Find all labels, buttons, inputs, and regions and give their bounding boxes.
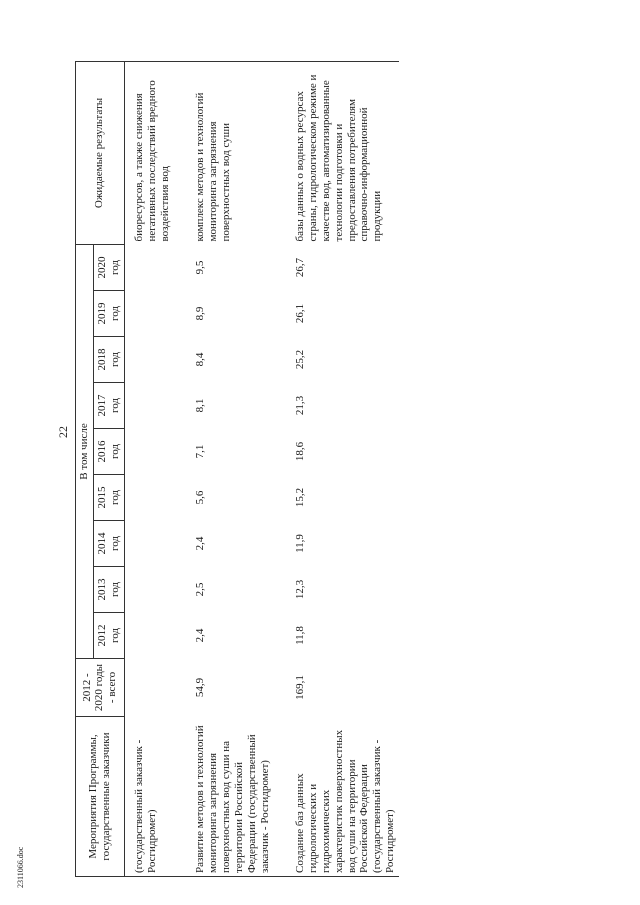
- total-cell: [124, 659, 173, 717]
- header-year: 2014 год: [93, 521, 124, 567]
- header-event: Мероприятия Программы, государственные заказчики: [76, 717, 125, 877]
- table-row: [124, 61, 173, 876]
- year-cell: 8,9: [193, 306, 206, 321]
- year-cell: 15,2: [293, 487, 306, 508]
- header-year: 2013 год: [93, 567, 124, 613]
- header-year: 2018 год: [93, 337, 124, 383]
- year-cell: 26,1: [293, 303, 306, 324]
- year-cell: 11,8: [293, 626, 306, 645]
- header-year: 2015 год: [93, 475, 124, 521]
- event-cell: (государственный заказчик - Росгидромет): [124, 717, 173, 877]
- total-cell: 54,9: [193, 677, 206, 698]
- header-subgroup: В том числе: [76, 244, 94, 658]
- year-cell: 7,1: [193, 444, 206, 459]
- year-cell: 2,5: [193, 582, 206, 597]
- header-year: 2012 год: [93, 613, 124, 659]
- year-cell: [124, 383, 173, 429]
- year-cell: 21,3: [293, 395, 306, 416]
- table-row: [292, 61, 400, 876]
- result-cell: биоресурсов, а также снижения негативных последствий вредного воздействия вод: [124, 61, 173, 244]
- year-cell: [124, 613, 173, 659]
- header-total: 2012 - 2020 годы - всего: [76, 659, 125, 717]
- year-cell: 2,4: [193, 628, 206, 643]
- year-cell: 26,7: [293, 257, 306, 278]
- table-header: [76, 61, 125, 876]
- year-cell: [124, 291, 173, 337]
- year-cell: [124, 521, 173, 567]
- header-year: 2016 год: [93, 429, 124, 475]
- page-number: 22: [56, 426, 70, 438]
- year-cell: 8,4: [193, 352, 206, 367]
- year-cell: [124, 429, 173, 475]
- year-cell: 11,9: [293, 534, 306, 553]
- event-cell: Развитие методов и технологий мониторинга загрязнения поверхностных вод суши на территории Российской Федерации (государственный заказчик - Росгидромет): [192, 717, 274, 877]
- result-cell: комплекс методов и технологий мониторинга загрязнения поверхностных вод суши: [192, 61, 274, 244]
- program-events-table: [75, 61, 399, 877]
- row-spacer: [174, 61, 192, 876]
- year-cell: 9,5: [193, 260, 206, 275]
- row-spacer: [274, 61, 292, 876]
- year-cell: 2,4: [193, 536, 206, 551]
- year-cell: 8,1: [193, 398, 206, 413]
- year-cell: [124, 244, 173, 290]
- footer-file-name: 2311066.doc: [16, 846, 25, 888]
- year-cell: [124, 475, 173, 521]
- result-cell: базы данных о водных ресурсах страны, гидрологическом режиме и качестве вод, автоматизированные технологии подготовки и предоставления потребителям справочно-информационной продукции: [292, 61, 400, 244]
- year-cell: 12,3: [293, 579, 306, 600]
- header-result: Ожидаемые результаты: [76, 61, 125, 244]
- table-row: [192, 61, 274, 876]
- rotated-table-container: [75, 62, 535, 877]
- header-year: 2020 год: [93, 244, 124, 290]
- event-cell: Создание баз данных гидрологических и гидрохимических характеристик поверхностных вод суши на территории Российской Федерации (государственный заказчик - Росгидромет): [292, 717, 400, 877]
- header-year: 2019 год: [93, 291, 124, 337]
- year-cell: 25,2: [293, 349, 306, 370]
- year-cell: [124, 337, 173, 383]
- year-cell: 18,6: [293, 441, 306, 462]
- total-cell: 169,1: [293, 675, 306, 700]
- header-year: 2017 год: [93, 383, 124, 429]
- year-cell: 5,6: [193, 490, 206, 505]
- year-cell: [124, 567, 173, 613]
- table-body: [124, 61, 399, 876]
